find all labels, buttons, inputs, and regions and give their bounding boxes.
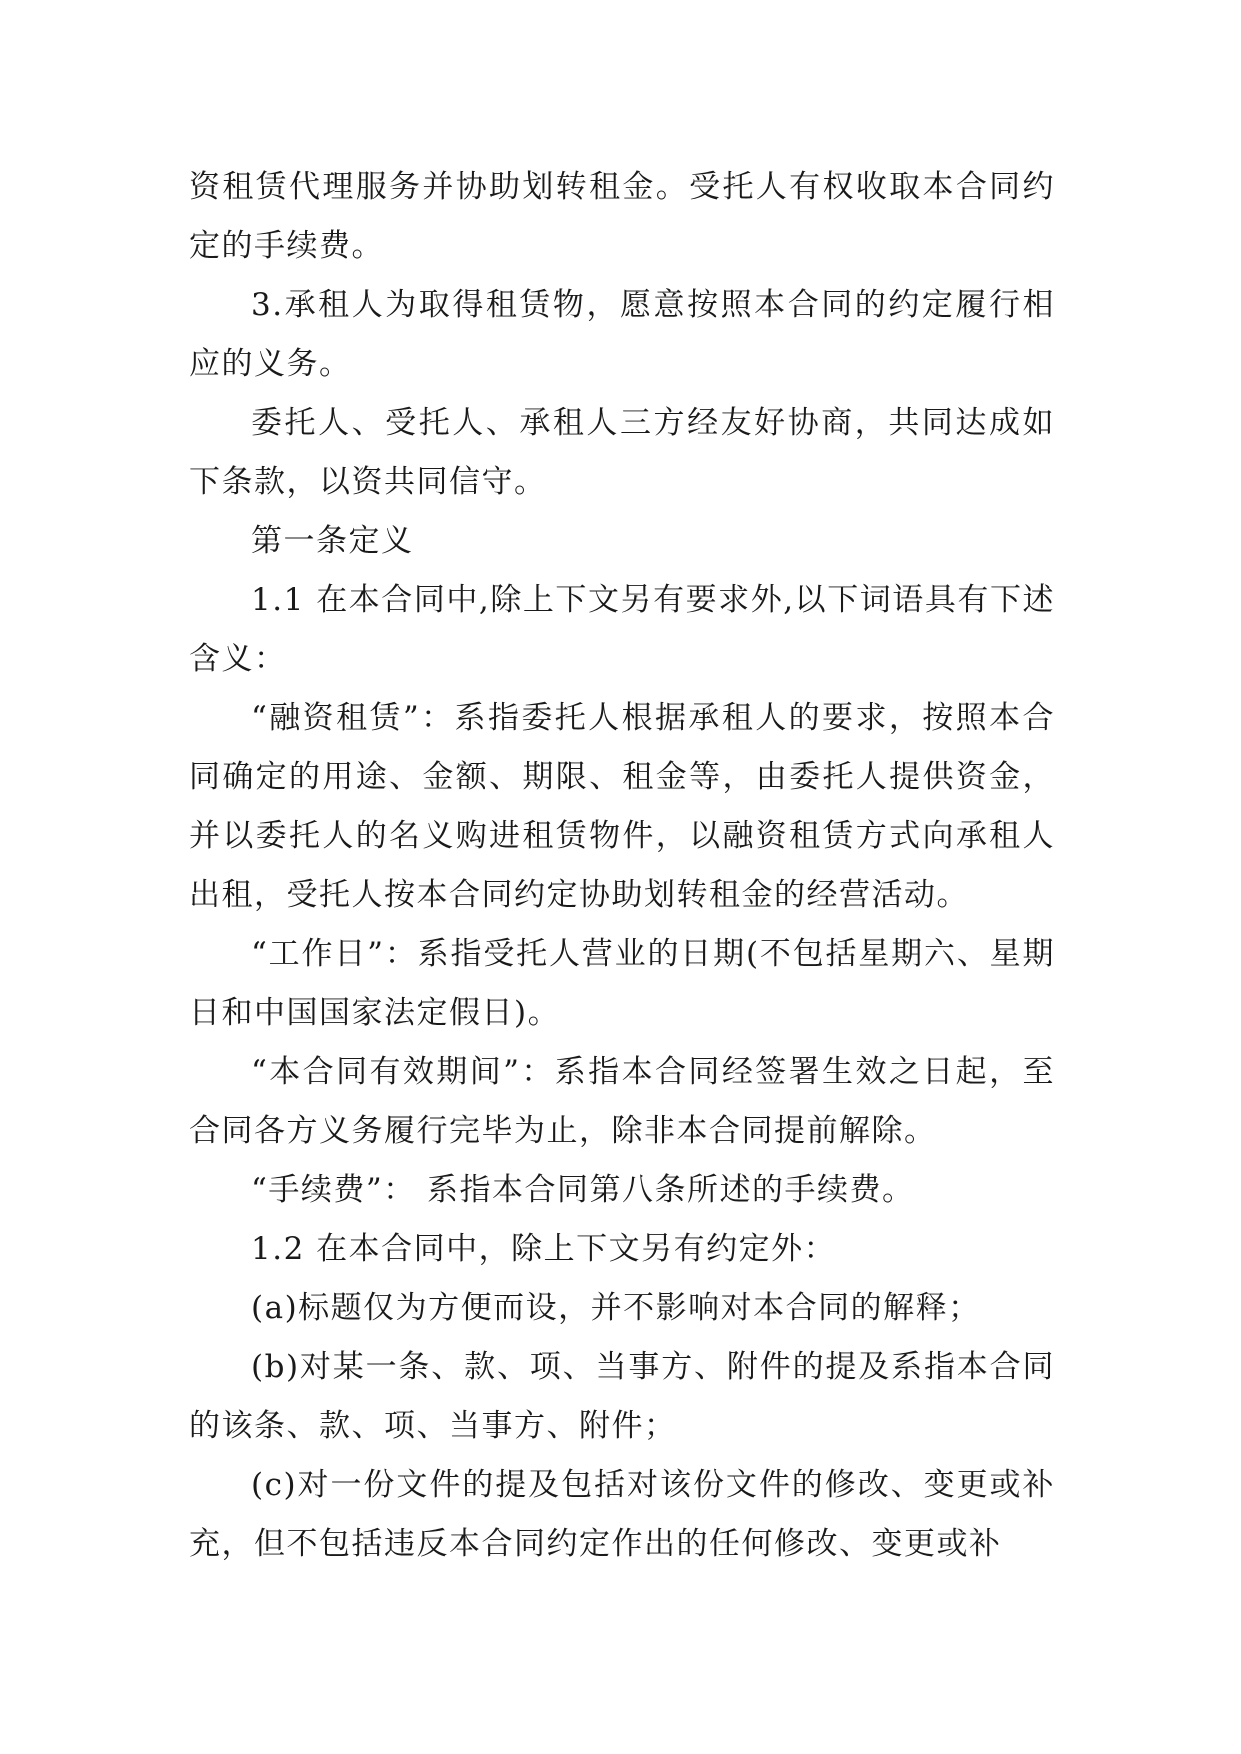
clause-1-2-c: (c)对一份文件的提及包括对该份文件的修改、变更或补充，但不包括违反本合同约定作出的任何修改、变更或补 (189, 1467, 1055, 1562)
paragraph-item-3: 3.承租人为取得租赁物，愿意按照本合同的约定履行相应的义务。 (189, 287, 1055, 382)
document-body (189, 158, 1055, 1574)
definition-financial-leasing: “融资租赁”：系指委托人根据承租人的要求，按照本合同确定的用途、金额、期限、租金等，由委托人提供资金，并以委托人的名义购进租赁物件，以融资租赁方式向承租人出租，受托人按本合同约定协助划转租金的经营活动。 (189, 700, 1055, 913)
clause-1-2-b: (b)对某一条、款、项、当事方、附件的提及系指本合同的该条、款、项、当事方、附件； (189, 1349, 1055, 1444)
definition-validity-period: “本合同有效期间”：系指本合同经签署生效之日起，至合同各方义务履行完毕为止，除非本合同提前解除。 (189, 1054, 1055, 1149)
definition-handling-fee: “手续费”： 系指本合同第八条所述的手续费。 (251, 1172, 915, 1208)
clause-1-2: 1.2 在本合同中，除上下文另有约定外： (251, 1231, 837, 1267)
clause-1-2-a: (a)标题仅为方便而设，并不影响对本合同的解释； (251, 1290, 981, 1326)
paragraph-agreement: 委托人、受托人、承租人三方经友好协商，共同达成如下条款，以资共同信守。 (189, 405, 1055, 500)
definition-working-day: “工作日”：系指受托人营业的日期(不包括星期六、星期日和中国国家法定假日)。 (189, 936, 1055, 1031)
clause-1-1: 1.1 在本合同中,除上下文另有要求外,以下词语具有下述含义： (189, 582, 1055, 677)
paragraph-continuation: 资租赁代理服务并协助划转租金。受托人有权收取本合同约定的手续费。 (189, 169, 1055, 264)
article-1-heading: 第一条定义 (251, 523, 414, 559)
